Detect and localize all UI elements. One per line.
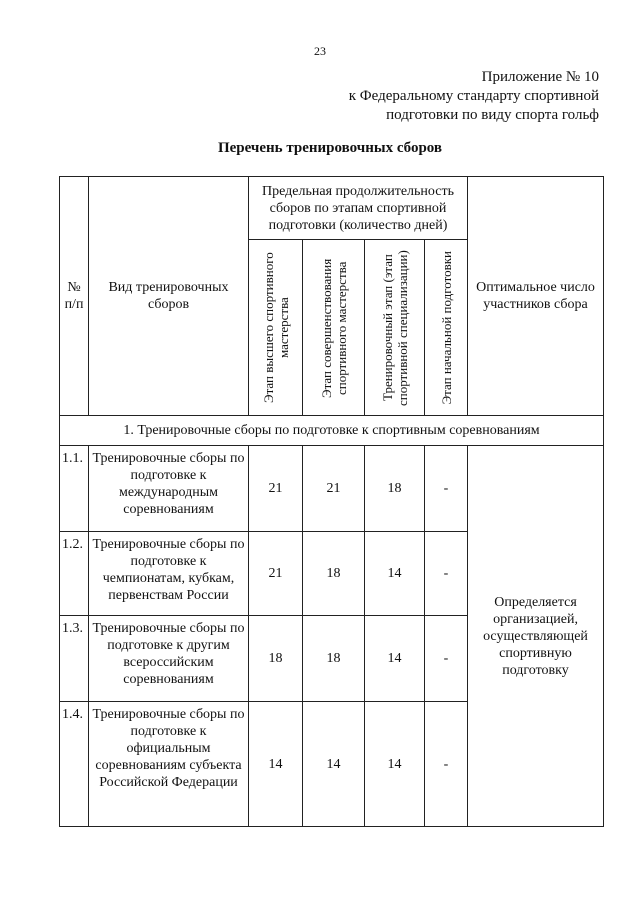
- row-value: 14: [249, 702, 303, 827]
- row-value: 14: [365, 616, 425, 702]
- row-value: 18: [249, 616, 303, 702]
- row-value: 21: [303, 446, 365, 532]
- header-participants: Оптимальное число участников сбора: [468, 177, 604, 416]
- header-stage-improvement: [303, 240, 365, 416]
- appendix-line-1: Приложение № 10: [481, 69, 599, 85]
- header-duration: Предельная продолжительность сборов по этапам спортивной подготовки (количество дней): [249, 177, 468, 240]
- document-title: Перечень тренировочных сборов: [217, 140, 443, 156]
- appendix-line-3: подготовки по виду спорта гольф: [386, 107, 599, 123]
- page-number: 23: [314, 44, 326, 58]
- header-camp-type: Вид тренировочных сборов: [89, 177, 249, 416]
- row-value: -: [425, 446, 468, 532]
- row-value: 21: [249, 532, 303, 616]
- section-heading: 1. Тренировочные сборы по подготовке к спортивным соревнованиям: [60, 416, 604, 446]
- row-value: 18: [365, 446, 425, 532]
- row-camp-name: Тренировочные сборы по подготовке к другим всероссийским соревнованиям: [89, 616, 249, 702]
- row-number: 1.4.: [60, 702, 89, 827]
- row-camp-name: Тренировочные сборы по подготовке к официальным соревнованиям субъекта Российской Федерации: [89, 702, 249, 827]
- row-value: 18: [303, 616, 365, 702]
- row-value: -: [425, 616, 468, 702]
- header-stage-higher-mastery: [249, 240, 303, 416]
- header-num: № п/п: [60, 177, 89, 416]
- row-value: 14: [365, 532, 425, 616]
- appendix-line-2: к Федеральному стандарту спортивной: [348, 88, 599, 104]
- training-camps-table: [59, 176, 604, 827]
- row-number: 1.3.: [60, 616, 89, 702]
- header-stage-label: Этап совершенствования спортивного мастерства: [318, 257, 349, 398]
- row-value: 18: [303, 532, 365, 616]
- row-value: 14: [365, 702, 425, 827]
- header-stage-label: Тренировочный этап (этап спортивной специализации): [379, 249, 410, 406]
- row-value: -: [425, 532, 468, 616]
- row-number: 1.1.: [60, 446, 89, 532]
- header-stage-initial: [425, 240, 468, 416]
- row-camp-name: Тренировочные сборы по подготовке к международным соревнованиям: [89, 446, 249, 532]
- header-stage-label: Этап начальной подготовки: [438, 250, 454, 405]
- appendix-heading: [349, 68, 599, 125]
- row-number: 1.2.: [60, 532, 89, 616]
- header-stage-label: Этап высшего спортивного мастерства: [260, 252, 291, 403]
- row-value: -: [425, 702, 468, 827]
- participants-value: Определяется организацией, осуществляющей спортивную подготовку: [468, 446, 604, 827]
- row-camp-name: Тренировочные сборы по подготовке к чемпионатам, кубкам, первенствам России: [89, 532, 249, 616]
- row-value: 21: [249, 446, 303, 532]
- row-value: 14: [303, 702, 365, 827]
- header-stage-training: [365, 240, 425, 416]
